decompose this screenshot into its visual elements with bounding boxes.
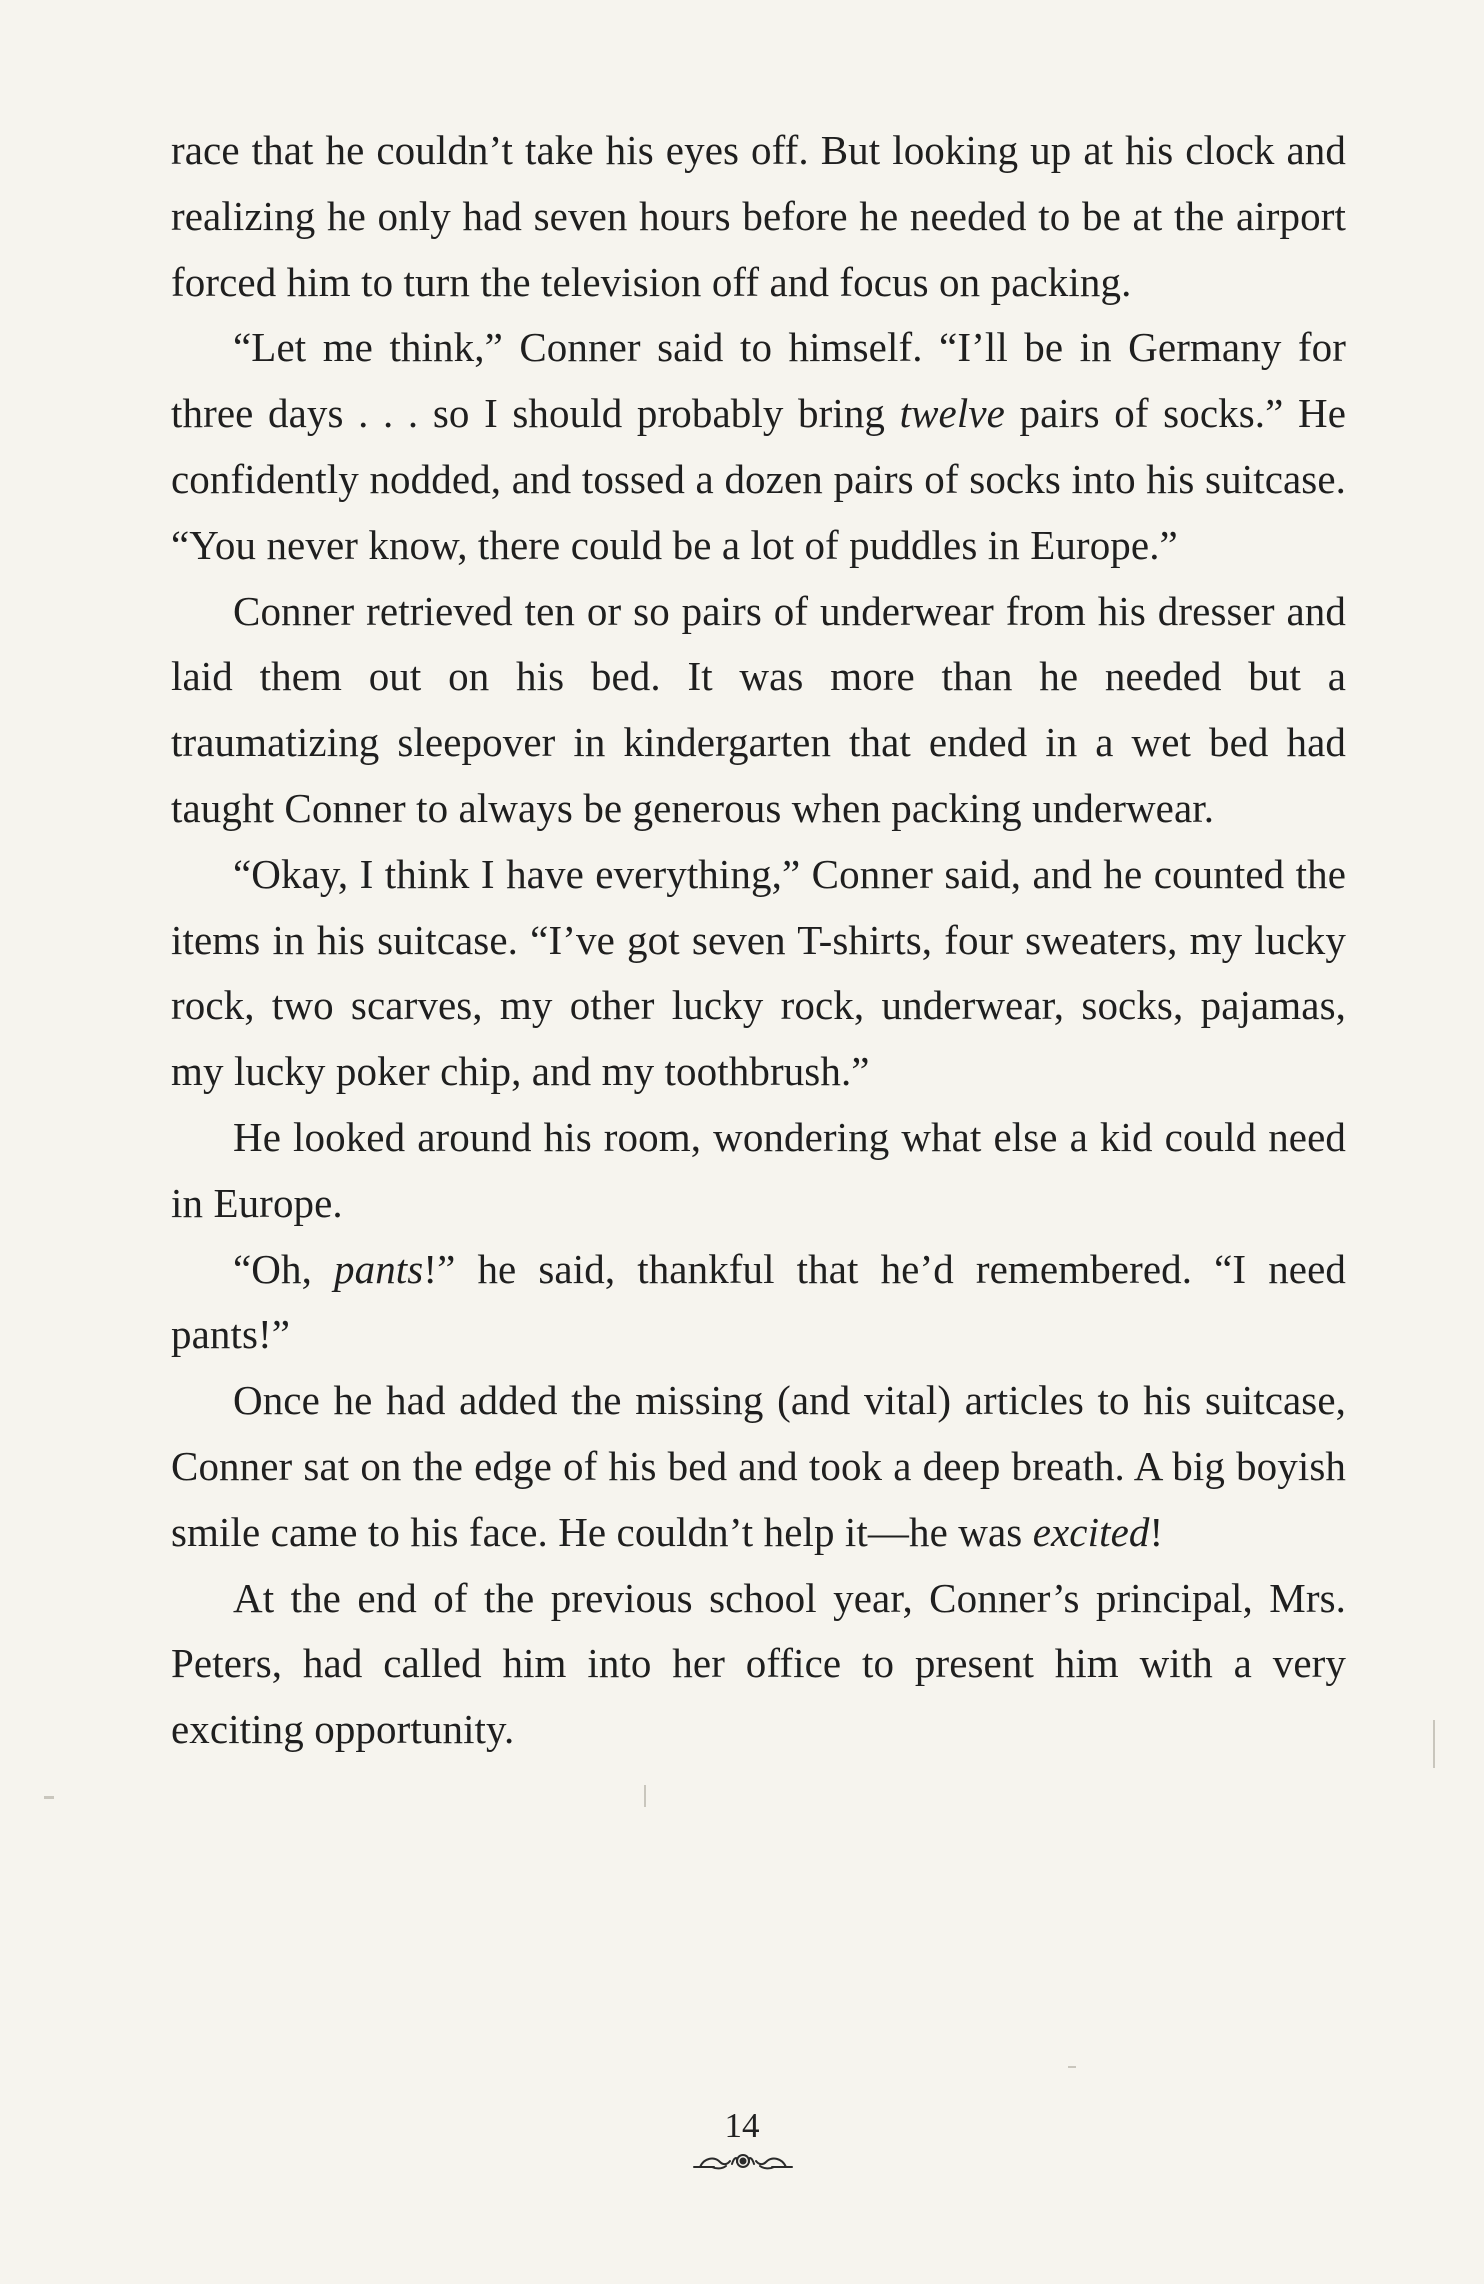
- text-run: Once he had added the missing (and vital) articles to his suitcase, Conner sat on the edge of his bed and took a deep breath. A big boyish smile came to his face. He couldn’t help it—he was: [171, 1377, 1346, 1555]
- text-run: !: [1149, 1508, 1164, 1555]
- text-run: !” he said, thankful that he’d remembered. “I need pants!”: [171, 1245, 1347, 1358]
- italic-text: twelve: [899, 390, 1005, 437]
- text-run: Conner retrieved ten or so pairs of underwear from his dresser and laid them out on his bed. It was more than he needed but a traumatizing sleepover in kindergarten that ended in a wet bed had taught Conner to always be generous when packing underwear.: [171, 587, 1346, 831]
- page-number: 14: [724, 2106, 760, 2145]
- text-run: He looked around his room, wondering what else a kid could need in Europe.: [171, 1113, 1346, 1226]
- paragraph: [171, 1566, 1346, 1763]
- text-run: “Okay, I think I have everything,” Conner said, and he counted the items in his suitcase. “I’ve got seven T-shirts, four sweaters, my lucky rock, two scarves, my other lucky rock, underwear, socks, pajamas, my lucky poker chip, and my toothbrush.”: [171, 850, 1346, 1095]
- paragraph: [171, 842, 1346, 1105]
- italic-text: excited: [1032, 1508, 1150, 1555]
- paragraph: [171, 1237, 1346, 1369]
- text-run: “Let me think,” Conner said to himself. “I’ll be in Germany for three days . . . so I should probably bring: [171, 324, 1346, 437]
- text-run: “Oh,: [233, 1245, 334, 1292]
- paper-mark: [1433, 1720, 1435, 1768]
- paragraph: [171, 1105, 1346, 1237]
- text-run: race that he couldn’t take his eyes off. But looking up at his clock and realizing he only had seven hours before he needed to be at the airport forced him to turn the television off and focus on packing.: [171, 127, 1346, 305]
- paragraph: [171, 1368, 1346, 1565]
- text-run: pairs of socks.” He confidently nodded, and tossed a dozen pairs of socks into his suitcase. “You never know, there could be a lot of puddles in Europe.”: [171, 390, 1346, 568]
- paper-mark: [644, 1785, 646, 1807]
- paper-mark: [1068, 2066, 1076, 2068]
- italic-text: pants: [334, 1245, 424, 1292]
- paper-mark: [44, 1796, 54, 1799]
- text-run: At the end of the previous school year, Conner’s principal, Mrs. Peters, had called him into her office to present him with a very exciting opportunity.: [171, 1574, 1346, 1753]
- paragraph: [171, 118, 1346, 315]
- paragraph: [171, 579, 1346, 842]
- body-text: [171, 118, 1346, 1763]
- paragraph: [171, 315, 1346, 578]
- page-ornament-icon: [692, 2150, 794, 2172]
